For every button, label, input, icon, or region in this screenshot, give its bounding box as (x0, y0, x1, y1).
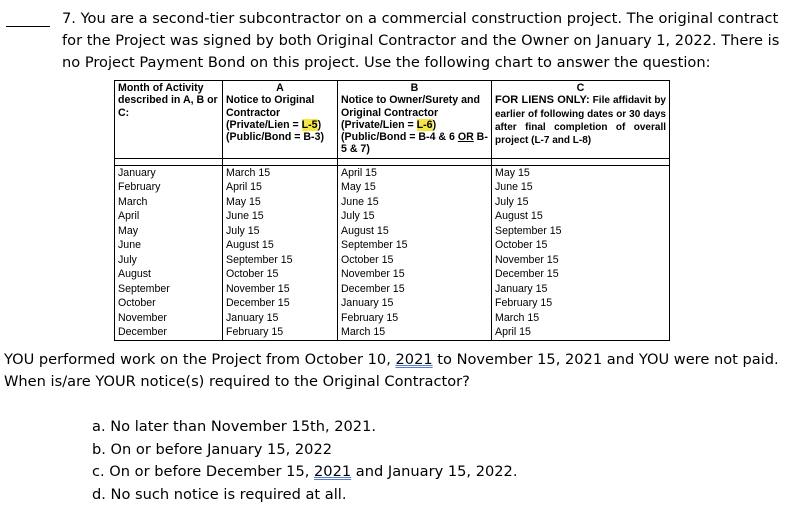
month-cell: January (118, 166, 156, 179)
question-number: 7. (62, 10, 76, 27)
col-a-date: November 15 (226, 282, 290, 295)
header-month: Month of Activity described in A, B or C: (115, 81, 223, 159)
col-a-date: March 15 (226, 166, 271, 179)
highlight-l5: L-5 (301, 118, 318, 131)
col-b-date: May 15 (341, 181, 376, 194)
answer-blank-line (6, 26, 50, 27)
col-c-date: November 15 (495, 253, 559, 266)
col-a-date: December 15 (226, 297, 290, 310)
notice-deadline-chart (114, 80, 670, 341)
month-cell: March (118, 195, 148, 208)
month-cell: October (118, 297, 156, 310)
option-a[interactable]: a. No later than November 15th, 2021. (92, 418, 377, 435)
highlight-l6: L-6 (416, 118, 433, 131)
col-a-date: August 15 (226, 239, 274, 252)
chart-body-row (115, 165, 670, 340)
month-cell: December (118, 326, 167, 339)
col-b-date: June 15 (341, 195, 379, 208)
chart-header-row (115, 81, 670, 159)
underlined-year: 2021 (395, 351, 433, 368)
option-c[interactable]: c. On or before December 15, 2021 and January 15, 2022. (92, 463, 518, 480)
col-a-date: May 15 (226, 195, 261, 208)
option-d[interactable]: d. No such notice is required at all. (92, 485, 347, 503)
question-intro (62, 8, 802, 74)
col-b-date: July 15 (341, 210, 375, 223)
col-c-date: June 15 (495, 181, 533, 194)
col-b-date: November 15 (341, 268, 405, 281)
col-a-date: April 15 (226, 181, 262, 194)
col-c-date: March 15 (495, 311, 540, 324)
col-c-date: September 15 (495, 224, 562, 237)
col-c-date: July 15 (495, 195, 529, 208)
col-b-date: March 15 (341, 326, 386, 339)
month-cell: June (118, 239, 141, 252)
question-text: YOU performed work on the Project from October 10, 2021 to November 15, 2021 and YOU were not paid. When is/are YOUR notice(s) required to the Original Contractor? (4, 351, 779, 390)
col-b-date: August 15 (341, 224, 389, 237)
col-a-letter: A (276, 82, 284, 94)
col-c-date: October 15 (495, 239, 548, 252)
col-c-date: August 15 (495, 210, 543, 223)
col-c-dates (492, 165, 670, 340)
col-b-date: April 15 (341, 166, 377, 179)
col-c-date: February 15 (495, 297, 553, 310)
col-b-date: January 15 (341, 297, 394, 310)
month-cell: July (118, 253, 137, 266)
col-a-date: February 15 (226, 326, 284, 339)
question-intro-text: You are a second-tier subcontractor on a commercial construction project. The original contract for the Project was signed by both Original Contractor and the Owner on January 1, 2022. There is no Project Payment Bond on this project. Use the following chart to answer the question: (62, 10, 780, 71)
month-cell: August (118, 268, 151, 281)
col-b-date: October 15 (341, 253, 394, 266)
col-b-date: September 15 (341, 239, 408, 252)
col-c-date: January 15 (495, 282, 548, 295)
header-col-b: B Notice to Owner/Surety and Original Contractor (Private/Lien = L-6) (Public/Bond = B-4 & 6 OR B-5 & 7) (338, 81, 492, 159)
col-b-date: December 15 (341, 282, 405, 295)
col-a-date: September 15 (226, 253, 293, 266)
option-b[interactable]: b. On or before January 15, 2022 (92, 440, 333, 458)
col-c-letter: C (576, 82, 585, 94)
col-c-date: April 15 (495, 326, 531, 339)
col-a-date: October 15 (226, 268, 279, 281)
col-a-date: July 15 (226, 224, 260, 237)
col-b-letter: B (410, 82, 419, 94)
col-a-date: January 15 (226, 311, 279, 324)
col-a-date: June 15 (226, 210, 264, 223)
month-cell: May (118, 224, 139, 237)
col-c-date: May 15 (495, 166, 530, 179)
col-b-date: February 15 (341, 311, 399, 324)
month-cell: November (118, 311, 167, 324)
month-cell: September (118, 282, 170, 295)
underlined-year: 2021 (314, 463, 352, 480)
col-b-dates (338, 165, 492, 340)
chart-gap-row (115, 158, 670, 165)
col-a-dates (223, 165, 338, 340)
header-col-c: C FOR LIENS ONLY: File affidavit by earlier of following dates or 30 days after final completion of overall project (L-7 and L-8) (492, 81, 670, 159)
month-cell: April (118, 210, 140, 223)
header-col-a: A Notice to Original Contractor (Private/Lien = L-5) (Public/Bond = B-3) (223, 81, 338, 159)
month-cell: February (118, 181, 161, 194)
month-column (115, 165, 223, 340)
col-c-date: December 15 (495, 268, 559, 281)
answer-options (92, 416, 517, 506)
